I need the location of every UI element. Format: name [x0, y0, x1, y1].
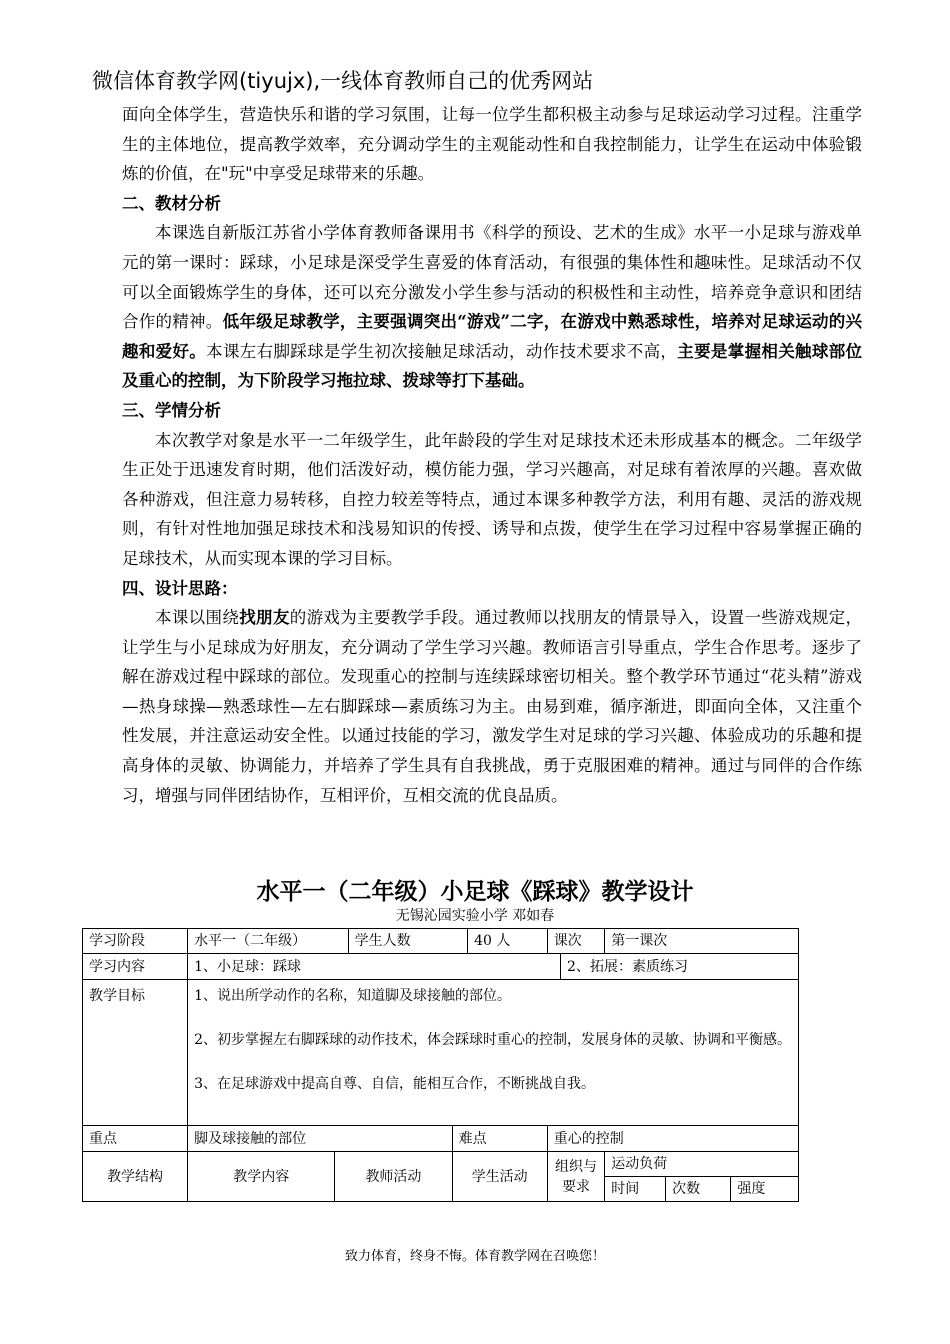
document-author: 无锡沁园实验小学 邓如春	[395, 908, 555, 924]
article-body	[122, 100, 862, 810]
key-point-value: 脚及球接触的部位	[188, 1126, 452, 1152]
difficulty-label: 难点	[452, 1126, 547, 1152]
intro-paragraph: 面向全体学生，营造快乐和谐的学习氛围，让每一位学生都积极主动参与足球运动学习过程。注重学生的主体地位，提高教学效率，充分调动学生的主观能动性和自我控制能力，让学生在运动中体验锻炼的价值，在"玩"中享受足球带来的乐趣。	[122, 105, 862, 184]
key-point-label: 重点	[83, 1126, 188, 1152]
design-bold: 找朋友	[239, 608, 290, 628]
goals-cell	[188, 980, 799, 1126]
col-header-time: 时间	[605, 1177, 666, 1202]
col-header-content: 教学内容	[188, 1152, 335, 1202]
lesson-label: 课次	[547, 929, 605, 954]
material-text-2: 本课左右脚踩球是学生初次接触足球活动，动作技术要求不高，	[206, 341, 678, 361]
material-bold-2: 主要是掌握相关触球部位及重心的控制，为下阶段学习拖拉球、拨球等打下基础。	[122, 341, 863, 391]
col-header-load: 运动负荷	[605, 1152, 799, 1177]
student-count-label: 学生人数	[348, 929, 468, 954]
site-header: 微信体育教学网(tiyujx),一线体育教师自己的优秀网站	[92, 69, 594, 93]
student-count-value: 40 人	[468, 929, 548, 954]
document-title: 水平一（二年级）小足球《踩球》教学设计	[256, 879, 694, 905]
lesson-value: 第一课次	[605, 929, 799, 954]
content-item-1: 1、小足球：踩球	[188, 954, 561, 980]
content-label: 学习内容	[83, 954, 188, 980]
lesson-plan-table	[82, 928, 799, 1202]
col-header-structure: 教学结构	[83, 1152, 188, 1202]
goals-label: 教学目标	[83, 980, 188, 1126]
section-heading-design: 四、设计思路：	[122, 578, 238, 598]
col-header-intensity: 强度	[731, 1177, 799, 1202]
stage-value: 水平一（二年级）	[188, 929, 348, 954]
material-bold-1: 低年级足球教学，主要强调突出“游戏”二字，在游戏中熟悉球性，培养对足球运动的兴趣和爱好。	[122, 312, 863, 361]
content-item-2: 2、拓展：素质练习	[561, 954, 799, 980]
stage-label: 学习阶段	[83, 929, 188, 954]
goal-3: 3、在足球游戏中提高自尊、自信，能相互合作，不断挑战自我。	[194, 1076, 596, 1092]
col-header-teacher: 教师活动	[335, 1152, 452, 1202]
difficulty-value: 重心的控制	[547, 1126, 798, 1152]
col-header-times: 次数	[666, 1177, 731, 1202]
material-text-1: 本课选自新版江苏省小学体育教师备课用书《科学的预设、艺术的生成》水平一小足球与游戏单元的第一课时：踩球，小足球是深受学生喜爱的体育活动，有很强的集体性和趣味性。足球活动不仅可以全面锻炼学生的身体，还可以充分激发小学生参与活动的积极性和主动性，培养竞争意识和团结合作的精神。	[122, 223, 862, 332]
col-header-student: 学生活动	[452, 1152, 547, 1202]
design-text-a: 本课以围绕	[155, 608, 240, 628]
section-heading-students: 三、学情分析	[122, 400, 221, 420]
material-paragraph	[122, 218, 862, 396]
design-paragraph	[122, 603, 862, 810]
page-footer: 致力体育，终身不悔。体育教学网在召唤您！	[344, 1249, 605, 1264]
goal-2: 2、初步掌握左右脚踩球的动作技术，体会踩球时重心的控制，发展身体的灵敏、协调和平衡感。	[194, 1032, 792, 1048]
goal-1: 1、说出所学动作的名称，知道脚及球接触的部位。	[194, 988, 512, 1004]
section-heading-material: 二、教材分析	[122, 193, 221, 213]
students-paragraph: 本次教学对象是水平一二年级学生，此年龄段的学生对足球技术还未形成基本的概念。二年级学生正处于迅速发育时期，他们活泼好动，模仿能力强，学习兴趣高，对足球有着浓厚的兴趣。喜欢做各种游戏，但注意力易转移，自控力较差等特点，通过本课多种教学方法，利用有趣、灵活的游戏规则，有针对性地加强足球技术和浅易知识的传授、诱导和点拨，使学生在学习过程中容易掌握正确的足球技术，从而实现本课的学习目标。	[122, 430, 862, 568]
col-header-organization: 组织与要求	[547, 1152, 605, 1202]
design-text-b: 的游戏为主要教学手段。通过教师以找朋友的情景导入，设置一些游戏规定，让学生与小足球成为好朋友，充分调动了学生学习兴趣。教师语言引导重点，学生合作思考。逐步了解在游戏过程中踩球的部位。发现重心的控制与连续踩球密切相关。整个教学环节通过“花头精”游戏—热身球操—熟悉球性—左右脚踩球—素质练习为主。由易到难，循序渐进，即面向全体，又注重个性发展，并注意运动安全性。以通过技能的学习，激发学生对足球的学习兴趣、体验成功的乐趣和提高身体的灵敏、协调能力，并培养了学生具有自我挑战，勇于克服困难的精神。通过与同伴的合作练习，增强与同伴团结协作，互相评价，互相交流的优良品质。	[122, 608, 863, 805]
